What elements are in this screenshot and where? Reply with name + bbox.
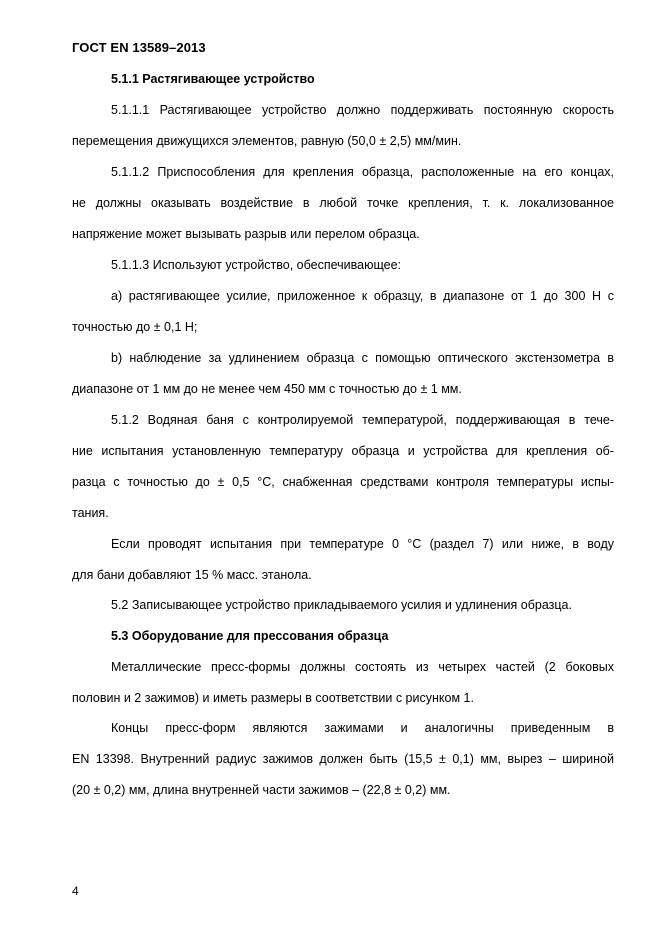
paragraph-line: тания.	[72, 506, 109, 520]
paragraph-line: разца с точностью до ± 0,5 °С, снабженная средствами контроля температуры испы-	[72, 475, 614, 489]
paragraph-line: Концы пресс-форм являются зажимами и аналогичны приведенным в	[111, 721, 614, 735]
paragraph-line: 5.1.2 Водяная баня с контролируемой температурой, поддерживающая в тече-	[111, 413, 614, 427]
paragraph-line: Металлические пресс-формы должны состоять из четырех частей (2 боковых	[111, 660, 614, 674]
paragraph-line: диапазоне от 1 мм до не менее чем 450 мм с точностью до ± 1 мм.	[72, 382, 462, 396]
paragraph-line: Если проводят испытания при температуре 0 °С (раздел 7) или ниже, в воду	[111, 537, 614, 551]
paragraph-line: напряжение может вызывать разрыв или перелом образца.	[72, 227, 420, 241]
paragraph-line: 5.1.1.2 Приспособления для крепления образца, расположенные на его концах,	[111, 165, 614, 179]
paragraph-line: перемещения движущихся элементов, равную (50,0 ± 2,5) мм/мин.	[72, 134, 462, 148]
paragraph-line: (20 ± 0,2) мм, длина внутренней части зажимов – (22,8 ± 0,2) мм.	[72, 783, 451, 797]
paragraph-line: точностью до ± 0,1 Н;	[72, 320, 198, 334]
paragraph-line: половин и 2 зажимов) и иметь размеры в соответствии с рисунком 1.	[72, 691, 474, 705]
page-number: 4	[72, 884, 79, 898]
paragraph-line: для бани добавляют 15 % масс. этанола.	[72, 568, 312, 582]
paragraph-line: не должны оказывать воздействие в любой точке крепления, т. к. локализованное	[72, 196, 614, 210]
list-item-b: b) наблюдение за удлинением образца с помощью оптического экстензометра в	[111, 351, 614, 365]
paragraph-line: 5.2 Записывающее устройство прикладываемого усилия и удлинения образца.	[111, 598, 572, 612]
section-heading-5-1-1: 5.1.1 Растягивающее устройство	[111, 72, 315, 86]
paragraph-line: ние испытания установленную температуру образца и устройства для крепления об-	[72, 444, 614, 458]
paragraph-line: 5.1.1.1 Растягивающее устройство должно поддерживать постоянную скорость	[111, 103, 614, 117]
list-item-a: a) растягивающее усилие, приложенное к образцу, в диапазоне от 1 до 300 Н с	[111, 289, 614, 303]
paragraph-line: EN 13398. Внутренний радиус зажимов должен быть (15,5 ± 0,1) мм, вырез – шириной	[72, 752, 614, 766]
document-header: ГОСТ EN 13589–2013	[72, 40, 206, 55]
section-heading-5-3: 5.3 Оборудование для прессования образца	[111, 629, 389, 643]
paragraph-line: 5.1.1.3 Используют устройство, обеспечивающее:	[111, 258, 401, 272]
